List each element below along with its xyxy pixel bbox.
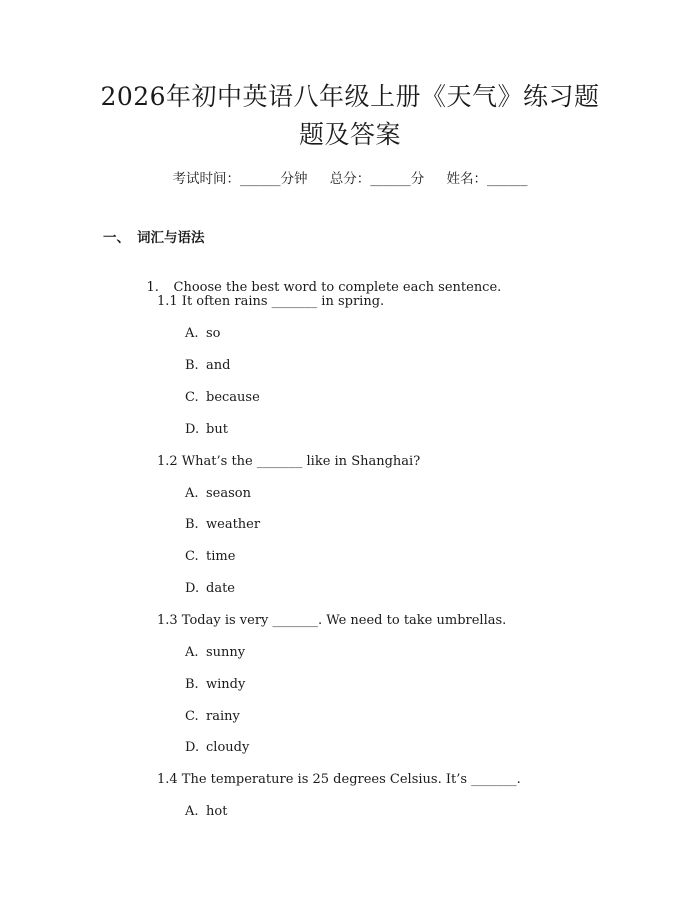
option-text: weather bbox=[206, 517, 261, 532]
sub-question-1-2: 1.2 What’s the _______ like in Shanghai? bbox=[157, 454, 421, 469]
option-1-2-a[interactable] bbox=[185, 485, 251, 503]
option-text: date bbox=[206, 581, 235, 596]
section-heading bbox=[103, 229, 205, 247]
exam-name-field: 姓名：______ bbox=[446, 171, 528, 187]
option-letter: B. bbox=[185, 677, 199, 692]
option-letter: D. bbox=[185, 740, 200, 755]
question-number: 1. bbox=[146, 280, 159, 295]
exam-time: 考试时间：______分钟 bbox=[172, 171, 308, 187]
option-1-3-c[interactable] bbox=[185, 708, 240, 726]
exam-total-score: 总分：______分 bbox=[329, 171, 425, 187]
option-letter: C. bbox=[185, 390, 199, 405]
option-1-1-c[interactable] bbox=[185, 389, 260, 407]
sub-question-1-3: 1.3 Today is very _______. We need to take umbrellas. bbox=[157, 613, 507, 628]
option-text: and bbox=[206, 358, 231, 373]
option-1-2-b[interactable] bbox=[185, 516, 260, 534]
option-1-4-a[interactable] bbox=[185, 803, 227, 821]
option-letter: D. bbox=[185, 422, 200, 437]
option-letter: C. bbox=[185, 709, 199, 724]
option-text: so bbox=[206, 326, 221, 341]
option-1-1-d[interactable] bbox=[185, 421, 228, 439]
page-title bbox=[60, 78, 640, 154]
option-1-3-b[interactable] bbox=[185, 676, 245, 694]
option-text: season bbox=[206, 486, 251, 501]
option-letter: B. bbox=[185, 517, 199, 532]
option-1-3-d[interactable] bbox=[185, 739, 249, 757]
option-text: because bbox=[206, 390, 260, 405]
option-1-2-d[interactable] bbox=[185, 580, 235, 598]
option-letter: A. bbox=[185, 804, 199, 819]
option-text: hot bbox=[206, 804, 228, 819]
option-letter: A. bbox=[185, 326, 199, 341]
option-letter: D. bbox=[185, 581, 200, 596]
option-letter: A. bbox=[185, 645, 199, 660]
sub-question-1-1: 1.1 It often rains _______ in spring. bbox=[157, 294, 385, 309]
option-letter: B. bbox=[185, 358, 199, 373]
exam-info bbox=[0, 170, 700, 188]
option-1-2-c[interactable] bbox=[185, 548, 235, 566]
option-1-1-b[interactable] bbox=[185, 357, 230, 375]
section-number: 一、 bbox=[103, 230, 130, 246]
option-text: windy bbox=[206, 677, 246, 692]
option-text: time bbox=[206, 549, 236, 564]
sub-question-1-4: 1.4 The temperature is 25 degrees Celsius. It’s _______. bbox=[157, 772, 521, 787]
section-title: 词汇与语法 bbox=[137, 230, 205, 246]
title-line-2: 题及答案 bbox=[298, 120, 401, 149]
option-1-1-a[interactable] bbox=[185, 325, 221, 343]
option-letter: C. bbox=[185, 549, 199, 564]
title-line-1: 2026年初中英语八年级上册《天气》练习题 bbox=[100, 82, 600, 111]
option-text: cloudy bbox=[206, 740, 250, 755]
option-text: rainy bbox=[206, 709, 240, 724]
option-text: but bbox=[206, 422, 228, 437]
question-text: Choose the best word to complete each sentence. bbox=[173, 280, 502, 295]
option-letter: A. bbox=[185, 486, 199, 501]
option-text: sunny bbox=[206, 645, 246, 660]
option-1-3-a[interactable] bbox=[185, 644, 245, 662]
